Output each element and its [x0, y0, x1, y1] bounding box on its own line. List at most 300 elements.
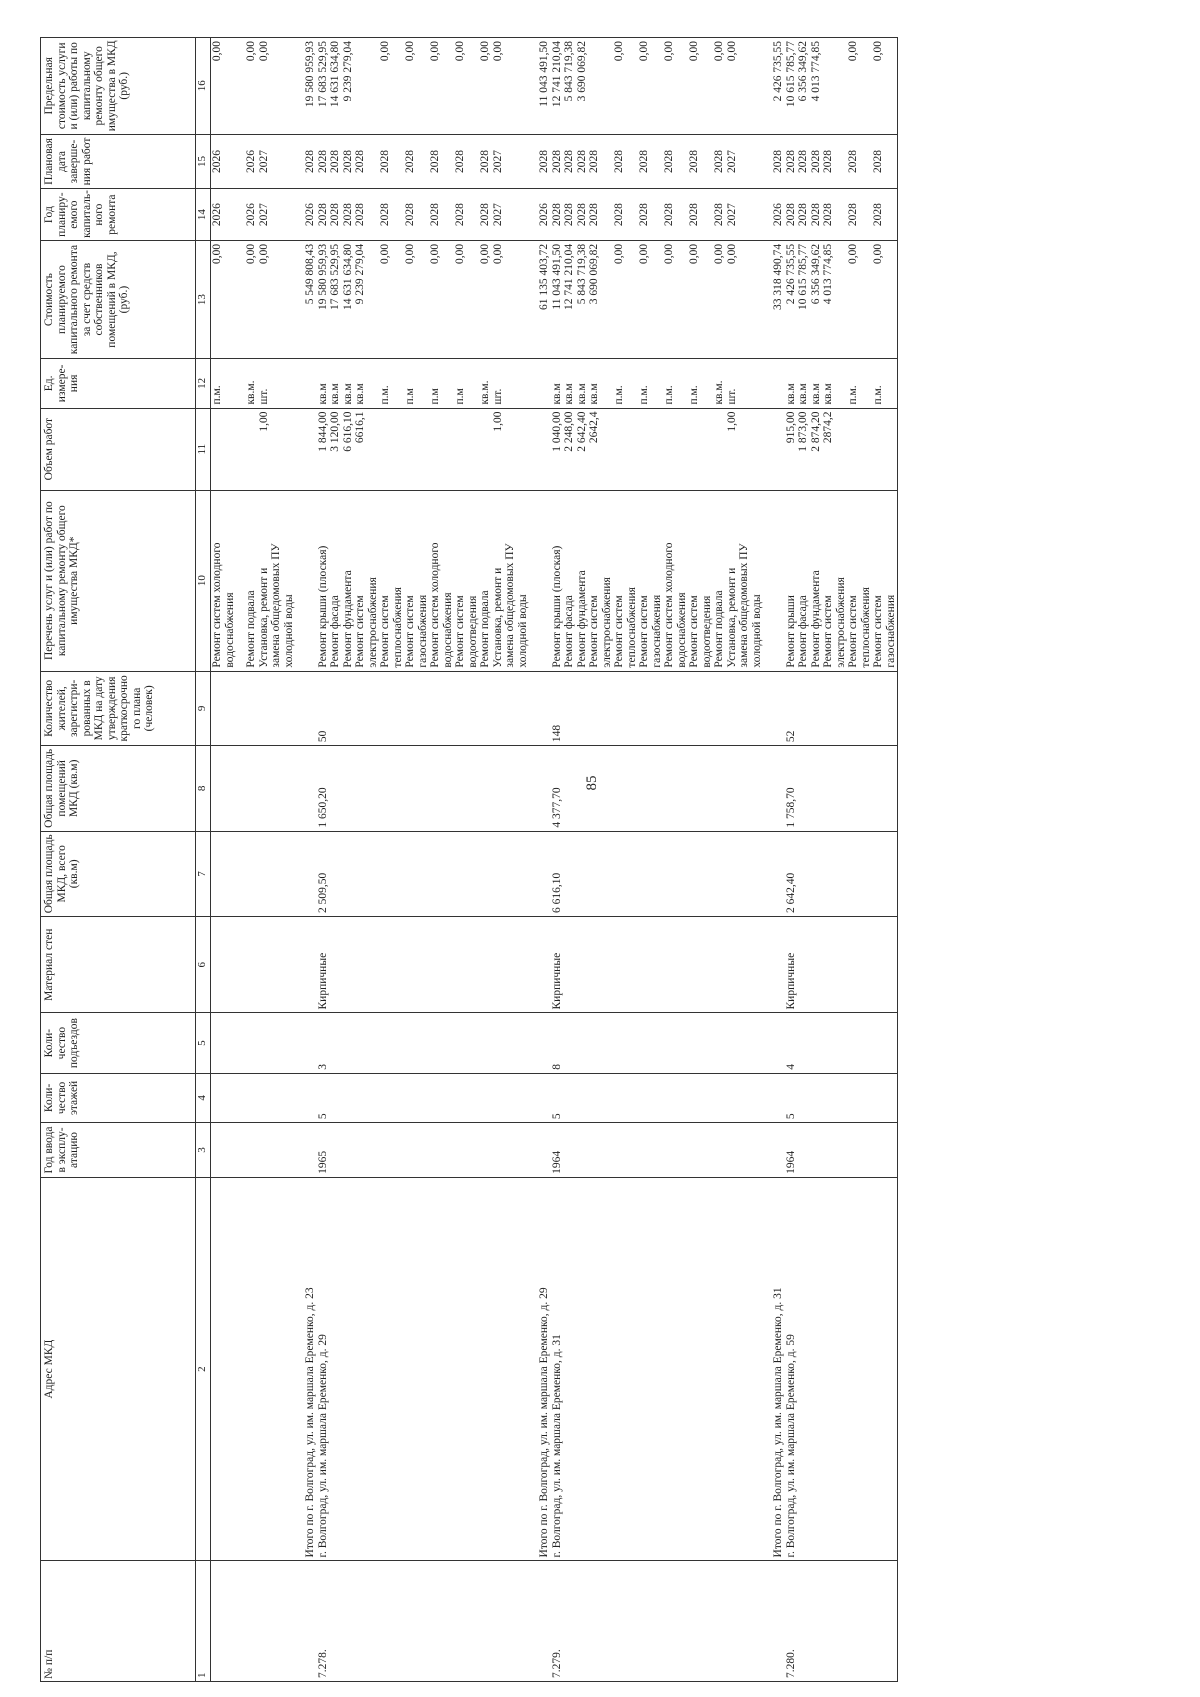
- address-cell: [576, 1177, 589, 1561]
- repair-year-cell: [442, 189, 455, 241]
- premises-area-cell: [726, 746, 739, 831]
- spacer-cell: [529, 408, 538, 490]
- entrances-cell: [626, 1013, 639, 1073]
- limit-cost-cell: [626, 38, 639, 135]
- spacer-cell: [236, 917, 245, 1013]
- column-number: 9: [196, 671, 211, 746]
- premises-area-cell: [379, 746, 392, 831]
- end-date-cell: [392, 134, 405, 189]
- year-built-cell: [688, 1123, 701, 1178]
- repair-year-cell: [504, 189, 517, 241]
- end-date-cell: 2027: [726, 134, 739, 189]
- premises-area-cell: [601, 746, 614, 831]
- table-row: [504, 38, 517, 1682]
- limit-cost-cell: 0,00: [663, 38, 676, 135]
- end-date-cell: [504, 134, 517, 189]
- unit-cell: шт.: [726, 359, 739, 408]
- work-item-cell: Ремонт систем: [847, 490, 860, 671]
- repair-year-cell: 2026: [538, 189, 551, 241]
- entrances-cell: [517, 1013, 530, 1073]
- premises-area-cell: [404, 746, 417, 831]
- header-address: Адрес МКД: [41, 1177, 196, 1561]
- table-row: [245, 38, 258, 1682]
- premises-area-cell: [392, 746, 405, 831]
- limit-cost-cell: 0,00: [613, 38, 626, 135]
- unit-cell: [224, 359, 237, 408]
- entrances-cell: [885, 1013, 898, 1073]
- year-built-cell: [847, 1123, 860, 1178]
- year-built-cell: [517, 1123, 530, 1178]
- table-row: [270, 38, 283, 1682]
- unit-cell: [417, 359, 430, 408]
- limit-cost-cell: 0,00: [713, 38, 726, 135]
- cost-cell: [860, 240, 873, 358]
- cost-cell: 0,00: [713, 240, 726, 358]
- floors-cell: [726, 1073, 739, 1122]
- floors-cell: [701, 1073, 714, 1122]
- volume-cell: 1 040,00: [551, 408, 564, 490]
- end-date-cell: [601, 134, 614, 189]
- limit-cost-cell: 0,00: [454, 38, 467, 135]
- spacer-cell: [295, 1123, 304, 1178]
- column-number-row: [196, 38, 211, 1682]
- unit-cell: кв.м: [810, 359, 823, 408]
- row-number: [367, 1561, 380, 1682]
- spacer-cell: [529, 831, 538, 916]
- unit-cell: [601, 359, 614, 408]
- row-number: 7.278.: [317, 1561, 330, 1682]
- premises-area-cell: [885, 746, 898, 831]
- end-date-cell: 2028: [688, 134, 701, 189]
- repair-year-cell: 2028: [354, 189, 367, 241]
- entrances-cell: [224, 1013, 237, 1073]
- volume-cell: 2 874,20: [810, 408, 823, 490]
- year-built-cell: [588, 1123, 601, 1178]
- spacer-row: [295, 38, 304, 1682]
- entrances-cell: [492, 1013, 505, 1073]
- address-cell: [442, 1177, 455, 1561]
- column-number: 4: [196, 1073, 211, 1122]
- residents-cell: [417, 671, 430, 746]
- wall-material-cell: [613, 917, 626, 1013]
- table-row: [551, 38, 564, 1682]
- total-area-cell: [772, 831, 785, 916]
- residents-cell: [563, 671, 576, 746]
- volume-cell: [392, 408, 405, 490]
- unit-cell: п.м.: [379, 359, 392, 408]
- spacer-cell: [236, 134, 245, 189]
- work-item-cell: Ремонт фасада: [329, 490, 342, 671]
- wall-material-cell: [354, 917, 367, 1013]
- end-date-cell: [676, 134, 689, 189]
- cost-cell: 10 615 785,77: [797, 240, 810, 358]
- floors-cell: [885, 1073, 898, 1122]
- entrances-cell: 8: [551, 1013, 564, 1073]
- table-row: [417, 38, 430, 1682]
- year-built-cell: [638, 1123, 651, 1178]
- address-cell: [417, 1177, 430, 1561]
- residents-cell: [872, 671, 885, 746]
- residents-cell: [601, 671, 614, 746]
- work-item-cell: Ремонт подвала: [245, 490, 258, 671]
- unit-cell: кв.м: [588, 359, 601, 408]
- spacer-cell: [236, 408, 245, 490]
- volume-cell: [504, 408, 517, 490]
- work-item-cell: газоснабжения: [651, 490, 664, 671]
- unit-cell: [676, 359, 689, 408]
- unit-cell: кв.м: [576, 359, 589, 408]
- column-number: 13: [196, 240, 211, 358]
- floors-cell: [379, 1073, 392, 1122]
- year-built-cell: [367, 1123, 380, 1178]
- residents-cell: [442, 671, 455, 746]
- entrances-cell: [417, 1013, 430, 1073]
- cost-cell: 61 135 403,72: [538, 240, 551, 358]
- cost-cell: [626, 240, 639, 358]
- cost-cell: 0,00: [258, 240, 271, 358]
- volume-cell: 1 844,00: [317, 408, 330, 490]
- unit-cell: кв.м: [342, 359, 355, 408]
- end-date-cell: [283, 134, 296, 189]
- header-number: № п/п: [41, 1561, 196, 1682]
- entrances-cell: [688, 1013, 701, 1073]
- premises-area-cell: [329, 746, 342, 831]
- table-row: [601, 38, 614, 1682]
- repair-year-cell: 2028: [810, 189, 823, 241]
- floors-cell: [517, 1073, 530, 1122]
- row-number: [224, 1561, 237, 1682]
- work-item-cell: [772, 490, 785, 671]
- total-area-cell: 6 616,10: [551, 831, 564, 916]
- wall-material-cell: [504, 917, 517, 1013]
- cost-cell: [504, 240, 517, 358]
- premises-area-cell: [270, 746, 283, 831]
- end-date-cell: 2028: [613, 134, 626, 189]
- table-row: [738, 38, 751, 1682]
- spacer-cell: [763, 917, 772, 1013]
- table-row: [847, 38, 860, 1682]
- work-item-cell: холодной воды: [751, 490, 764, 671]
- row-number: [283, 1561, 296, 1682]
- table-row: [872, 38, 885, 1682]
- floors-cell: [467, 1073, 480, 1122]
- repair-year-cell: [651, 189, 664, 241]
- wall-material-cell: [283, 917, 296, 1013]
- total-area-cell: [392, 831, 405, 916]
- premises-area-cell: [751, 746, 764, 831]
- total-area-cell: [638, 831, 651, 916]
- spacer-cell: [236, 38, 245, 135]
- entrances-cell: [342, 1013, 355, 1073]
- cost-cell: 3 690 069,82: [588, 240, 601, 358]
- address-cell: г. Волгоград, ул. им. маршала Еременко, д. 31: [551, 1177, 564, 1561]
- volume-cell: 6 616,10: [342, 408, 355, 490]
- repair-year-cell: [283, 189, 296, 241]
- residents-cell: [367, 671, 380, 746]
- unit-cell: шт.: [258, 359, 271, 408]
- entrances-cell: [354, 1013, 367, 1073]
- floors-cell: [454, 1073, 467, 1122]
- floors-cell: [860, 1073, 873, 1122]
- end-date-cell: 2026: [245, 134, 258, 189]
- total-area-cell: [688, 831, 701, 916]
- row-number: [354, 1561, 367, 1682]
- premises-area-cell: [688, 746, 701, 831]
- limit-cost-cell: [270, 38, 283, 135]
- work-item-cell: замена общедомовых ПУ: [738, 490, 751, 671]
- floors-cell: [638, 1073, 651, 1122]
- year-built-cell: [626, 1123, 639, 1178]
- volume-cell: [651, 408, 664, 490]
- floors-cell: [651, 1073, 664, 1122]
- total-area-cell: [626, 831, 639, 916]
- unit-cell: п.м.: [847, 359, 860, 408]
- end-date-cell: [860, 134, 873, 189]
- entrances-cell: [392, 1013, 405, 1073]
- total-area-cell: [304, 831, 317, 916]
- total-area-cell: [847, 831, 860, 916]
- limit-cost-cell: [676, 38, 689, 135]
- residents-cell: [738, 671, 751, 746]
- year-built-cell: [885, 1123, 898, 1178]
- total-area-cell: [467, 831, 480, 916]
- premises-area-cell: [429, 746, 442, 831]
- row-number: [872, 1561, 885, 1682]
- address-cell: [354, 1177, 367, 1561]
- row-number: [270, 1561, 283, 1682]
- wall-material-cell: [404, 917, 417, 1013]
- year-built-cell: [404, 1123, 417, 1178]
- column-number: 5: [196, 1013, 211, 1073]
- cost-cell: [601, 240, 614, 358]
- end-date-cell: [701, 134, 714, 189]
- end-date-cell: 2028: [429, 134, 442, 189]
- cost-cell: 33 318 490,74: [772, 240, 785, 358]
- unit-cell: кв.м: [317, 359, 330, 408]
- row-number: [454, 1561, 467, 1682]
- volume-cell: [211, 408, 224, 490]
- rotated-sheet: [0, 37, 1200, 1697]
- unit-cell: кв.м: [354, 359, 367, 408]
- spacer-cell: [763, 490, 772, 671]
- table-row: [676, 38, 689, 1682]
- work-item-cell: Ремонт систем: [822, 490, 835, 671]
- table-row: [442, 38, 455, 1682]
- table-row: [429, 38, 442, 1682]
- entrances-cell: [613, 1013, 626, 1073]
- total-area-cell: [379, 831, 392, 916]
- premises-area-cell: [283, 746, 296, 831]
- total-area-cell: [270, 831, 283, 916]
- table-row: [638, 38, 651, 1682]
- premises-area-cell: [454, 746, 467, 831]
- address-cell: [283, 1177, 296, 1561]
- cost-cell: [467, 240, 480, 358]
- floors-cell: [613, 1073, 626, 1122]
- floors-cell: [429, 1073, 442, 1122]
- residents-cell: [576, 671, 589, 746]
- end-date-cell: 2028: [810, 134, 823, 189]
- end-date-cell: 2028: [638, 134, 651, 189]
- entrances-cell: [822, 1013, 835, 1073]
- cost-cell: 5 549 808,43: [304, 240, 317, 358]
- unit-cell: [885, 359, 898, 408]
- year-built-cell: [283, 1123, 296, 1178]
- table-row: [835, 38, 848, 1682]
- table-row: [538, 38, 551, 1682]
- year-built-cell: [417, 1123, 430, 1178]
- work-item-cell: Ремонт систем: [354, 490, 367, 671]
- year-built-cell: [797, 1123, 810, 1178]
- total-area-cell: [588, 831, 601, 916]
- end-date-cell: [885, 134, 898, 189]
- residents-cell: [797, 671, 810, 746]
- address-cell: [467, 1177, 480, 1561]
- end-date-cell: [367, 134, 380, 189]
- total-area-cell: [367, 831, 380, 916]
- year-built-cell: [245, 1123, 258, 1178]
- floors-cell: [738, 1073, 751, 1122]
- total-area-cell: [810, 831, 823, 916]
- limit-cost-cell: [392, 38, 405, 135]
- row-number: [245, 1561, 258, 1682]
- year-built-cell: [701, 1123, 714, 1178]
- premises-area-cell: [713, 746, 726, 831]
- address-cell: [329, 1177, 342, 1561]
- year-built-cell: [429, 1123, 442, 1178]
- spacer-cell: [295, 1177, 304, 1561]
- limit-cost-cell: 6 356 349,62: [797, 38, 810, 135]
- wall-material-cell: [245, 917, 258, 1013]
- repair-year-cell: [224, 189, 237, 241]
- residents-cell: [860, 671, 873, 746]
- limit-cost-cell: [601, 38, 614, 135]
- table-row: [367, 38, 380, 1682]
- volume-cell: 3 120,00: [329, 408, 342, 490]
- address-cell: [651, 1177, 664, 1561]
- repair-year-cell: 2028: [342, 189, 355, 241]
- volume-cell: 915,00: [785, 408, 798, 490]
- unit-cell: кв.м: [551, 359, 564, 408]
- unit-cell: п.м: [429, 359, 442, 408]
- limit-cost-cell: [467, 38, 480, 135]
- work-item-cell: [304, 490, 317, 671]
- wall-material-cell: [392, 917, 405, 1013]
- residents-cell: [211, 671, 224, 746]
- row-number: [822, 1561, 835, 1682]
- end-date-cell: 2028: [479, 134, 492, 189]
- total-area-cell: [576, 831, 589, 916]
- work-item-cell: Установка, ремонт и: [492, 490, 505, 671]
- repair-year-cell: [860, 189, 873, 241]
- end-date-cell: 2028: [588, 134, 601, 189]
- repair-year-cell: 2028: [329, 189, 342, 241]
- unit-cell: [304, 359, 317, 408]
- unit-cell: [270, 359, 283, 408]
- spacer-cell: [763, 1177, 772, 1561]
- premises-area-cell: [479, 746, 492, 831]
- entrances-cell: [726, 1013, 739, 1073]
- table-row: [454, 38, 467, 1682]
- wall-material-cell: [379, 917, 392, 1013]
- work-item-cell: холодной воды: [283, 490, 296, 671]
- work-item-cell: Ремонт подвала: [713, 490, 726, 671]
- header-total-area: Общая площадь МКД, всего (кв.м): [41, 831, 196, 916]
- wall-material-cell: [701, 917, 714, 1013]
- total-area-cell: [726, 831, 739, 916]
- volume-cell: [270, 408, 283, 490]
- end-date-cell: 2028: [663, 134, 676, 189]
- work-item-cell: Ремонт систем: [454, 490, 467, 671]
- total-area-cell: [797, 831, 810, 916]
- work-item-cell: теплоснабжения: [860, 490, 873, 671]
- address-cell: [601, 1177, 614, 1561]
- end-date-cell: 2028: [822, 134, 835, 189]
- premises-area-cell: [701, 746, 714, 831]
- volume-cell: 2 642,40: [576, 408, 589, 490]
- unit-cell: кв.м: [785, 359, 798, 408]
- table-row: [283, 38, 296, 1682]
- cost-cell: 0,00: [613, 240, 626, 358]
- header-row: [41, 38, 196, 1682]
- year-built-cell: [872, 1123, 885, 1178]
- entrances-cell: [797, 1013, 810, 1073]
- row-number: [626, 1561, 639, 1682]
- spacer-cell: [295, 240, 304, 358]
- total-area-cell: [342, 831, 355, 916]
- limit-cost-cell: 9 239 279,04: [342, 38, 355, 135]
- year-built-cell: [738, 1123, 751, 1178]
- limit-cost-cell: [504, 38, 517, 135]
- unit-cell: п.м.: [688, 359, 701, 408]
- entrances-cell: [404, 1013, 417, 1073]
- premises-area-cell: [738, 746, 751, 831]
- repair-year-cell: 2028: [576, 189, 589, 241]
- floors-cell: [492, 1073, 505, 1122]
- year-built-cell: [442, 1123, 455, 1178]
- end-date-cell: [651, 134, 664, 189]
- repair-year-cell: 2028: [563, 189, 576, 241]
- row-number: [538, 1561, 551, 1682]
- work-item-cell: Ремонт систем холодного: [663, 490, 676, 671]
- end-date-cell: [835, 134, 848, 189]
- volume-cell: [283, 408, 296, 490]
- table-row: [822, 38, 835, 1682]
- table-row: [329, 38, 342, 1682]
- premises-area-cell: 1 758,70: [785, 746, 798, 831]
- repair-year-cell: [751, 189, 764, 241]
- spacer-cell: [763, 1123, 772, 1178]
- end-date-cell: [224, 134, 237, 189]
- entrances-cell: [738, 1013, 751, 1073]
- floors-cell: [367, 1073, 380, 1122]
- year-built-cell: [613, 1123, 626, 1178]
- address-cell: [342, 1177, 355, 1561]
- work-item-cell: Ремонт фасада: [563, 490, 576, 671]
- unit-cell: п.м.: [663, 359, 676, 408]
- premises-area-cell: [563, 746, 576, 831]
- floors-cell: [676, 1073, 689, 1122]
- premises-area-cell: 4 377,70: [551, 746, 564, 831]
- row-number: [772, 1561, 785, 1682]
- repair-year-cell: 2026: [211, 189, 224, 241]
- floors-cell: [329, 1073, 342, 1122]
- entrances-cell: [713, 1013, 726, 1073]
- wall-material-cell: [797, 917, 810, 1013]
- limit-cost-cell: [701, 38, 714, 135]
- entrances-cell: [847, 1013, 860, 1073]
- table-row: [492, 38, 505, 1682]
